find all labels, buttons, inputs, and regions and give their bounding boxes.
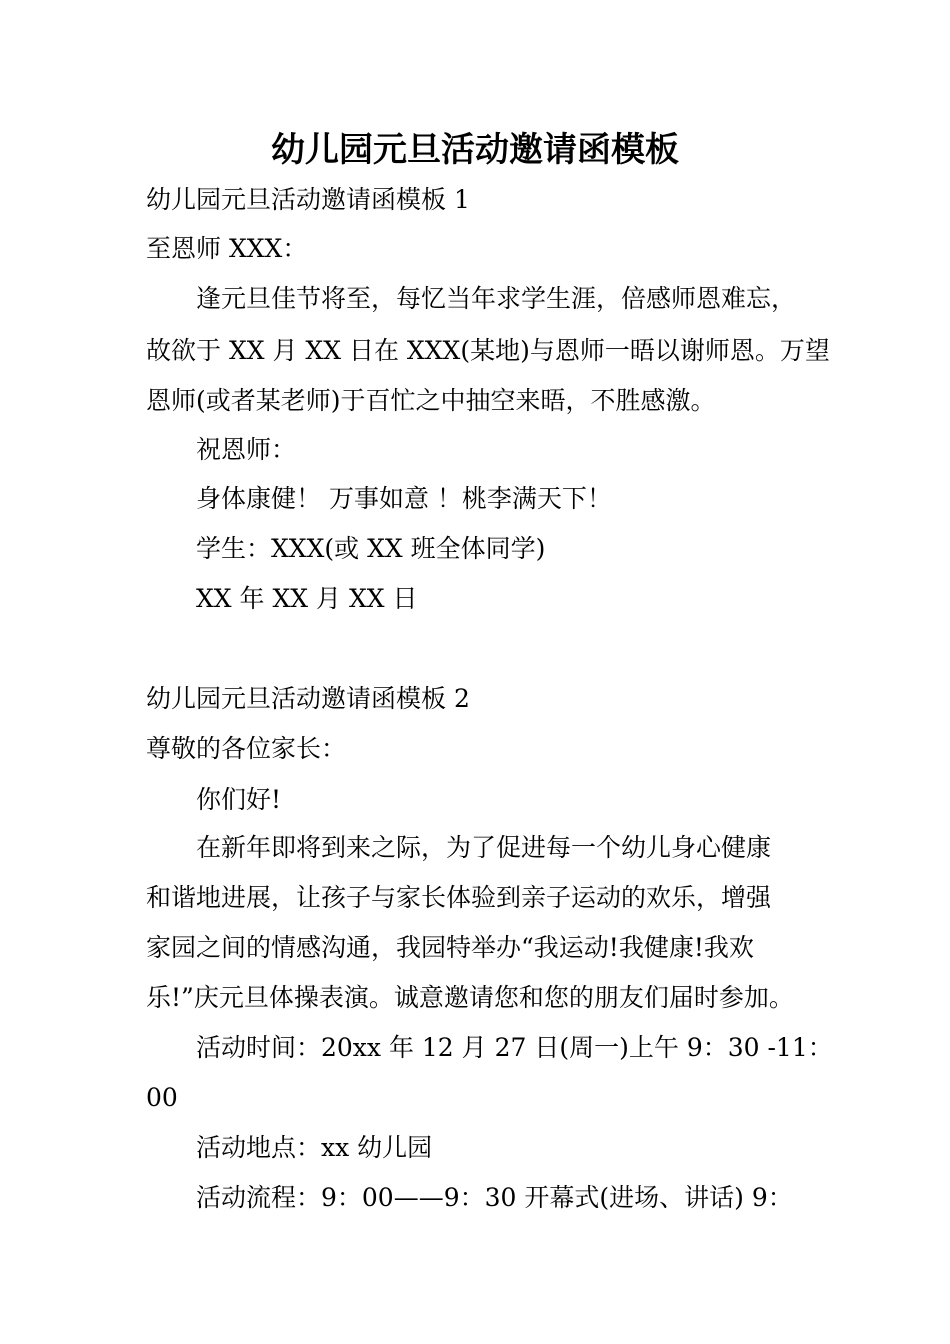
salutation-teacher: 至恩师 XXX：: [146, 234, 308, 263]
salutation-parents: 尊敬的各位家长：: [146, 734, 347, 763]
closing-blessing: 身体康健！ 万事如意 ！桃李满天下！: [196, 484, 612, 513]
closing-wish: 祝恩师：: [196, 435, 297, 464]
body-line: 恩师(或者某老师)于百忙之中抽空来晤，不胜感激。: [146, 386, 716, 415]
body-line: 家园之间的情感沟通，我园特举办“我运动!我健康!我欢: [146, 933, 754, 962]
greeting-line: 你们好!: [196, 785, 282, 814]
body-line: 和谐地进展，让孩子与家长体验到亲子运动的欢乐，增强: [146, 883, 772, 912]
section-heading-template-1: 幼儿园元旦活动邀请函模板 1: [146, 185, 470, 214]
section-heading-template-2: 幼儿园元旦活动邀请函模板 2: [146, 684, 470, 713]
body-line: 在新年即将到来之际，为了促进每一个幼儿身心健康: [196, 833, 772, 862]
body-line: 故欲于 XX 月 XX 日在 XXX(某地)与恩师一晤以谢师恩。万望: [146, 336, 830, 365]
document-title: 幼儿园元旦活动邀请函模板: [271, 130, 679, 170]
activity-location-line: 活动地点：xx 幼儿园: [196, 1133, 433, 1162]
activity-time-continued: 00: [146, 1083, 178, 1112]
body-line: 逢元旦佳节将至，每忆当年求学生涯，倍感师恩难忘，: [196, 284, 797, 313]
signature-line: 学生：XXX(或 XX 班全体同学): [196, 534, 546, 563]
activity-time-line: 活动时间：20xx 年 12 月 27 日(周一)上午 9：30 -11：: [196, 1033, 833, 1062]
body-line: 乐!”庆元旦体操表演。诚意邀请您和您的朋友们届时参加。: [146, 983, 794, 1012]
date-line: XX 年 XX 月 XX 日: [196, 584, 418, 613]
activity-schedule-line: 活动流程：9：00——9：30 开幕式(进场、讲话) 9：: [196, 1183, 793, 1212]
